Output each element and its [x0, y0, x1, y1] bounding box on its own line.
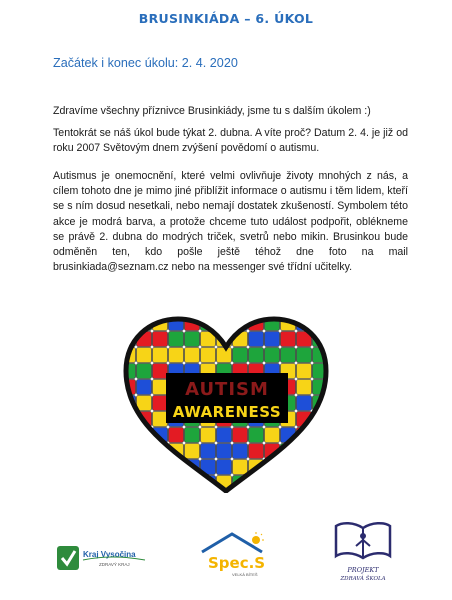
puzzle-piece — [329, 492, 333, 494]
paragraph-greeting: Zdravíme všechny příznivce Brusinkiády, jsme tu s dalším úkolem :) — [53, 105, 371, 117]
puzzle-piece — [137, 492, 152, 494]
puzzle-piece — [329, 412, 333, 427]
puzzle-piece — [169, 476, 184, 491]
puzzle-piece — [137, 444, 152, 459]
puzzle-piece — [281, 332, 296, 347]
puzzle-piece — [281, 476, 296, 491]
puzzle-piece — [329, 316, 333, 331]
puzzle-piece — [297, 476, 312, 491]
spec-s-logo — [196, 530, 268, 578]
puzzle-piece — [121, 460, 136, 475]
puzzle-piece — [297, 444, 312, 459]
puzzle-piece — [137, 348, 152, 363]
puzzle-piece — [153, 332, 168, 347]
svg-text:Spec.S: Spec.S — [208, 554, 266, 572]
puzzle-piece — [313, 460, 328, 475]
kraj-vysocina-logo — [57, 542, 147, 574]
puzzle-piece — [297, 460, 312, 475]
puzzle-piece — [137, 364, 152, 379]
puzzle-piece — [137, 396, 152, 411]
puzzle-piece — [201, 428, 216, 443]
svg-text:PROJEKT: PROJEKT — [347, 566, 379, 574]
puzzle-piece — [121, 316, 136, 331]
task-dates: Začátek i konec úkolu: 2. 4. 2020 — [53, 56, 238, 70]
puzzle-piece — [329, 380, 333, 395]
puzzle-piece — [137, 460, 152, 475]
svg-text:ZDRAVÝ KRAJ: ZDRAVÝ KRAJ — [99, 562, 130, 567]
puzzle-piece — [233, 444, 248, 459]
puzzle-piece — [313, 316, 328, 331]
puzzle-piece — [153, 380, 168, 395]
puzzle-piece — [265, 476, 280, 491]
puzzle-piece — [201, 444, 216, 459]
puzzle-piece — [121, 412, 136, 427]
puzzle-piece — [233, 428, 248, 443]
puzzle-piece — [121, 428, 136, 443]
puzzle-piece — [329, 428, 333, 443]
document-title: BRUSINKIÁDA – 6. ÚKOL — [138, 11, 314, 26]
puzzle-piece — [169, 428, 184, 443]
puzzle-piece — [281, 492, 296, 494]
puzzle-piece — [329, 444, 333, 459]
puzzle-piece — [265, 332, 280, 347]
puzzle-piece — [233, 460, 248, 475]
puzzle-piece — [185, 492, 200, 494]
puzzle-piece — [313, 476, 328, 491]
puzzle-piece — [153, 492, 168, 494]
puzzle-piece — [153, 476, 168, 491]
puzzle-piece — [297, 380, 312, 395]
projekt-zdrava-skola-logo — [334, 516, 392, 588]
puzzle-piece — [153, 412, 168, 427]
puzzle-piece — [249, 428, 264, 443]
puzzle-piece — [169, 460, 184, 475]
puzzle-piece — [169, 332, 184, 347]
puzzle-piece — [185, 444, 200, 459]
puzzle-piece — [185, 332, 200, 347]
puzzle-piece — [329, 396, 333, 411]
puzzle-piece — [329, 364, 333, 379]
puzzle-piece — [265, 428, 280, 443]
puzzle-piece — [329, 476, 333, 491]
puzzle-piece — [249, 492, 264, 494]
puzzle-piece — [265, 348, 280, 363]
puzzle-piece — [297, 364, 312, 379]
puzzle-piece — [169, 348, 184, 363]
puzzle-piece — [233, 492, 248, 494]
puzzle-piece — [153, 364, 168, 379]
svg-text:VELKÁ BÍTEŠ: VELKÁ BÍTEŠ — [232, 572, 258, 577]
puzzle-piece — [121, 476, 136, 491]
puzzle-piece — [329, 332, 333, 347]
puzzle-piece — [217, 428, 232, 443]
awareness-text: AWARENESS — [172, 403, 282, 421]
puzzle-piece — [249, 476, 264, 491]
puzzle-piece — [185, 428, 200, 443]
paragraph-date-info: Tentokrát se náš úkol bude týkat 2. dubna. A víte proč? Datum 2. 4. je již od roku 2007 Světovým dnem zvýšení povědomí o autismu. — [53, 127, 408, 155]
puzzle-piece — [217, 316, 232, 331]
puzzle-piece — [313, 444, 328, 459]
puzzle-piece — [153, 396, 168, 411]
puzzle-piece — [281, 348, 296, 363]
puzzle-piece — [217, 348, 232, 363]
svg-text:ZDRAVÁ ŠKOLA: ZDRAVÁ ŠKOLA — [340, 576, 386, 582]
puzzle-piece — [121, 492, 136, 494]
puzzle-piece — [185, 476, 200, 491]
puzzle-piece — [121, 444, 136, 459]
puzzle-piece — [217, 444, 232, 459]
puzzle-piece — [249, 332, 264, 347]
puzzle-piece — [313, 428, 328, 443]
paragraph-autism-info: Autismus je onemocnění, které velmi ovlivňuje životy mnohých z nás, a cílem tohoto dne je mimo jiné přiblížit informace o autismu i těm lidem, kteří se s ním dosud nesetkali, nebo nemají dostatek zkušeností. Symbolem této akce je modrá barva, a protože chceme tuto událost podpořit, oblékneme se právě 2. dubna do modrých triček, svetrů nebo mikin. Brusinkou bude odměněn ten, kdo pošle ještě téhož dne foto na mail brusinkiada@seznam.cz nebo na messenger své třídní učitelky. — [53, 170, 408, 274]
autism-text: AUTISM — [185, 379, 269, 400]
puzzle-piece — [329, 460, 333, 475]
puzzle-piece — [201, 348, 216, 363]
puzzle-piece — [329, 348, 333, 363]
svg-text:Kraj Vysočina: Kraj Vysočina — [83, 550, 136, 559]
puzzle-piece — [249, 444, 264, 459]
puzzle-piece — [297, 348, 312, 363]
puzzle-piece — [217, 460, 232, 475]
puzzle-piece — [297, 492, 312, 494]
puzzle-piece — [265, 492, 280, 494]
puzzle-piece — [313, 492, 328, 494]
puzzle-piece — [201, 492, 216, 494]
puzzle-piece — [185, 348, 200, 363]
puzzle-piece — [249, 348, 264, 363]
puzzle-piece — [137, 380, 152, 395]
puzzle-piece — [153, 348, 168, 363]
puzzle-piece — [169, 492, 184, 494]
puzzle-piece — [137, 476, 152, 491]
puzzle-piece — [281, 460, 296, 475]
puzzle-piece — [153, 460, 168, 475]
autism-awareness-heart-image — [120, 315, 332, 493]
puzzle-piece — [233, 348, 248, 363]
puzzle-piece — [297, 396, 312, 411]
